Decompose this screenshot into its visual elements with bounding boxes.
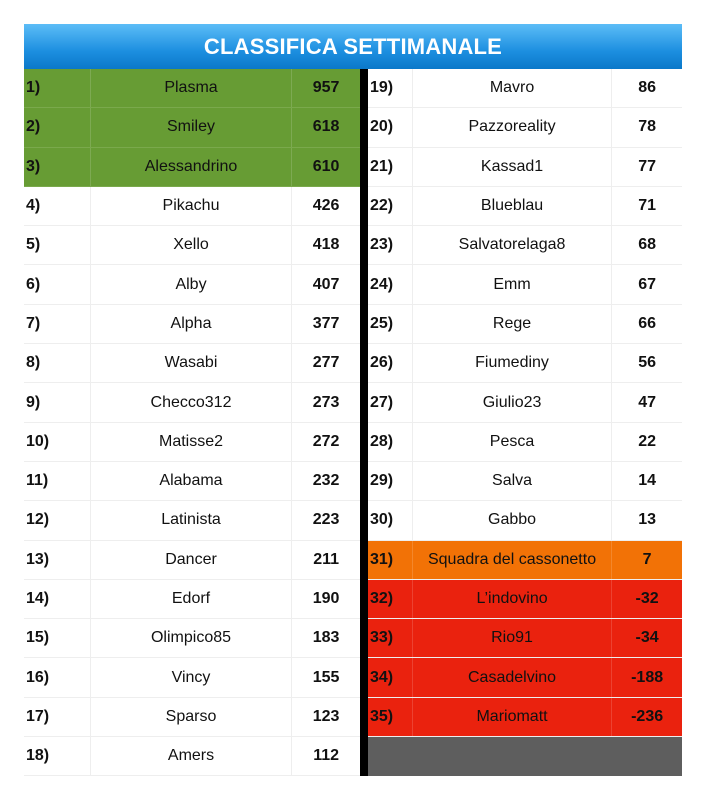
table-row (24, 383, 360, 422)
table-row (24, 305, 360, 344)
cell-name: Fiumediny (413, 344, 612, 382)
cell-score: -236 (631, 707, 664, 725)
table-row (24, 580, 360, 619)
cell-name: Sparso (91, 698, 292, 736)
table-row (24, 737, 360, 776)
cell-name: Casadelvino (413, 658, 612, 696)
cell-score: 618 (312, 118, 340, 136)
cell-rank: 30) (368, 501, 413, 539)
cell-rank: 27) (368, 383, 413, 421)
cell-rank: 7) (24, 305, 91, 343)
table-row (368, 265, 682, 304)
cell-rank: 23) (368, 226, 413, 264)
cell-name: Kassad1 (413, 148, 612, 186)
cell-name: L’indovino (413, 580, 612, 618)
cell-score: 610 (312, 157, 340, 175)
cell-name: Rege (413, 305, 612, 343)
cell-name: Vincy (91, 658, 292, 696)
cell-rank: 1) (24, 69, 91, 107)
cell-name: Latinista (91, 501, 292, 539)
cell-name: Amers (91, 737, 292, 775)
table-row (24, 541, 360, 580)
cell-score: 155 (312, 668, 340, 686)
cell-rank: 22) (368, 187, 413, 225)
table-row (368, 462, 682, 501)
cell-name: Wasabi (91, 344, 292, 382)
table-row (24, 187, 360, 226)
table-row (368, 541, 682, 580)
cell-name: Rio91 (413, 619, 612, 657)
leaderboard-title: CLASSIFICA SETTIMANALE (24, 24, 682, 69)
cell-rank: 6) (24, 265, 91, 303)
leaderboard (24, 24, 682, 776)
cell-score: 272 (312, 432, 340, 450)
cell-name: Blueblau (413, 187, 612, 225)
table-row (368, 148, 682, 187)
cell-score: 56 (638, 354, 656, 372)
table-row (368, 619, 682, 658)
left-column (24, 69, 360, 776)
cell-rank: 35) (368, 698, 413, 736)
cell-name: Pazzoreality (413, 108, 612, 146)
cell-score: 68 (638, 236, 656, 254)
cell-rank: 3) (24, 148, 91, 186)
cell-rank: 13) (24, 541, 91, 579)
cell-rank: 31) (368, 541, 413, 579)
column-divider (360, 69, 368, 776)
cell-name: Plasma (91, 69, 292, 107)
table-row (368, 501, 682, 540)
table-row (368, 69, 682, 108)
cell-score: 211 (313, 550, 339, 568)
cell-rank: 10) (24, 423, 91, 461)
table-row (24, 108, 360, 147)
cell-score: 426 (312, 197, 340, 215)
cell-score: 13 (638, 511, 656, 529)
cell-name: Alabama (91, 462, 292, 500)
cell-score: 407 (312, 275, 340, 293)
cell-name: Alessandrino (91, 148, 292, 186)
table-row (24, 658, 360, 697)
cell-score: 377 (312, 314, 340, 332)
table-row (24, 462, 360, 501)
cell-rank: 32) (368, 580, 413, 618)
cell-rank: 15) (24, 619, 91, 657)
cell-score: -34 (635, 629, 659, 647)
cell-score: 190 (312, 590, 340, 607)
table-row (24, 423, 360, 462)
empty-row (368, 737, 682, 776)
cell-score: 957 (312, 79, 340, 97)
cell-score: 66 (638, 314, 656, 332)
cell-rank: 19) (368, 69, 413, 107)
cell-name: Checco312 (91, 383, 292, 421)
table-row (368, 698, 682, 737)
cell-score: 277 (312, 354, 340, 372)
cell-score: 232 (312, 472, 340, 490)
cell-name: Olimpico85 (91, 619, 292, 657)
cell-score: 418 (312, 236, 340, 254)
cell-score: 71 (638, 197, 656, 215)
table-row (368, 344, 682, 383)
table-row (24, 619, 360, 658)
table-row (24, 265, 360, 304)
table-row (368, 383, 682, 422)
cell-rank: 34) (368, 658, 413, 696)
cell-score: 112 (313, 747, 339, 765)
cell-name: Pikachu (91, 187, 292, 225)
cell-rank: 12) (24, 501, 91, 539)
cell-name: Xello (91, 226, 292, 264)
cell-rank: 14) (24, 580, 91, 618)
cell-name: Dancer (91, 541, 292, 579)
cell-score: 7 (642, 550, 652, 568)
cell-name: Giulio23 (413, 383, 612, 421)
cell-name: Mariomatt (413, 698, 612, 736)
cell-score: -188 (631, 668, 664, 686)
cell-rank: 5) (24, 226, 91, 264)
table-row (368, 108, 682, 147)
table-row (24, 148, 360, 187)
leaderboard-columns (24, 69, 682, 776)
cell-name: Squadra del cassonetto (413, 541, 612, 579)
cell-rank: 17) (24, 698, 91, 736)
cell-rank: 29) (368, 462, 413, 500)
table-row (24, 501, 360, 540)
cell-name: Pesca (413, 423, 612, 461)
cell-score: 273 (312, 393, 340, 411)
table-row (368, 305, 682, 344)
cell-rank: 28) (368, 423, 413, 461)
cell-score: 22 (638, 432, 656, 450)
cell-rank: 25) (368, 305, 413, 343)
cell-name: Mavro (413, 69, 612, 107)
cell-name: Smiley (91, 108, 292, 146)
table-row (368, 187, 682, 226)
cell-score: 183 (312, 629, 340, 647)
cell-rank: 24) (368, 265, 413, 303)
cell-rank: 2) (24, 108, 91, 146)
cell-rank: 20) (368, 108, 413, 146)
cell-score: 86 (638, 79, 656, 97)
cell-name: Gabbo (413, 501, 612, 539)
cell-name: Emm (413, 265, 612, 303)
cell-rank: 21) (368, 148, 413, 186)
table-row (368, 580, 682, 619)
cell-rank: 4) (24, 187, 91, 225)
cell-rank: 11) (24, 462, 91, 500)
cell-rank: 26) (368, 344, 413, 382)
cell-score: 78 (638, 118, 656, 136)
table-row (24, 698, 360, 737)
cell-name: Alby (91, 265, 292, 303)
cell-score: 14 (638, 472, 656, 490)
table-row (24, 344, 360, 383)
cell-name: Matisse2 (91, 423, 292, 461)
table-row (368, 658, 682, 697)
cell-name: Edorf (91, 580, 292, 618)
cell-score: 77 (638, 157, 656, 175)
cell-rank: 18) (24, 737, 91, 775)
cell-score: 123 (312, 707, 340, 725)
cell-score: -32 (635, 590, 659, 607)
cell-score: 47 (638, 393, 656, 411)
right-column (368, 69, 682, 776)
table-row (368, 226, 682, 265)
cell-name: Salva (413, 462, 612, 500)
cell-name: Alpha (91, 305, 292, 343)
cell-rank: 8) (24, 344, 91, 382)
cell-rank: 16) (24, 658, 91, 696)
cell-score: 223 (312, 511, 340, 529)
table-row (24, 69, 360, 108)
cell-rank: 9) (24, 383, 91, 421)
cell-rank: 33) (368, 619, 413, 657)
cell-score: 67 (638, 275, 656, 293)
table-row (368, 423, 682, 462)
table-row (24, 226, 360, 265)
cell-name: Salvatorelaga8 (413, 226, 612, 264)
